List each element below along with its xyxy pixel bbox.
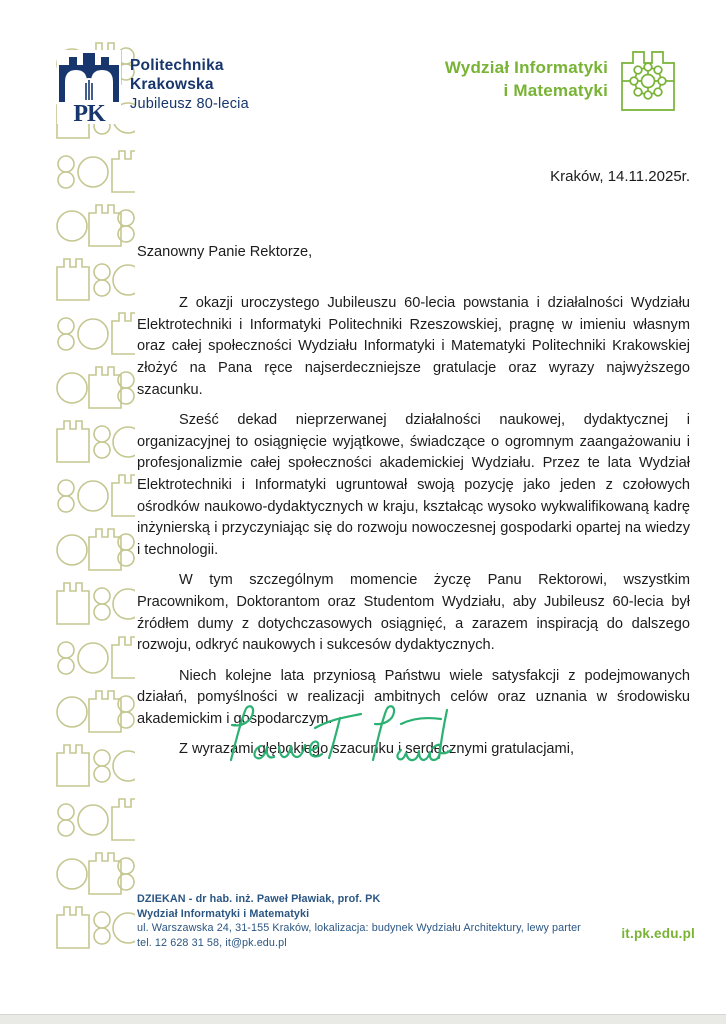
footer-contact-block [137, 892, 581, 950]
faculty-name-line1: Wydział Informatyki [444, 58, 608, 77]
footer-faculty-line: Wydział Informatyki i Matematyki [137, 907, 310, 920]
jubilee-label: Jubileusz 80-lecia [130, 96, 249, 112]
footer-phone-email-line: tel. 12 628 31 58, it@pk.edu.pl [137, 936, 287, 949]
scan-bottom-edge [0, 1014, 726, 1024]
faculty-name [445, 56, 608, 102]
pk-monogram: PK [73, 101, 105, 124]
letter-date: Kraków, 14.11.2025r. [550, 168, 690, 185]
paragraph-2: Sześć dekad nieprzerwanej działalności naukowej, dydaktycznej i organizacyjnej to osiągnięcie wyjątkowe, świadczące o ogromnym zaangażowaniu i profesjonalizmie całej społeczności akademickiej Wydziału. Przez te lata Wydział Elektrotechniki i Informatyki ugruntował swoją pozycję jako jeden z czołowych ośrodków naukowo-dydaktycznych w kraju, kształcąc wysoko wykwalifikowaną kadrę inżynierską i przyczyniając się do rozwoju nowoczesnej gospodarki opartej na wiedzy i technologii. [137, 412, 690, 558]
paragraph-4: Niech kolejne lata przyniosą Państwu wiele satysfakcji z podejmowanych działań, pomyślności w realizacji ambitnych celów oraz uznania w środowisku akademickim i gospodarczym. [137, 667, 690, 727]
footer-dean-line: DZIEKAN - dr hab. inż. Paweł Pławiak, prof. PK [137, 893, 381, 905]
faculty-name-line2: i Matematyki [503, 81, 608, 100]
university-name-block [130, 56, 249, 114]
letter-body [137, 160, 690, 770]
faculty-website: it.pk.edu.pl [621, 926, 695, 941]
faculty-header [445, 46, 678, 112]
paragraph-1: Z okazji uroczystego Jubileuszu 60-lecia powstania i działalności Wydziału Elektrotechniki i Informatyki Politechniki Rzeszowskiej, pragnę w imieniu własnym oraz całej społeczności Wydziału Informatyki i Matematyki Politechniki Krakowskiej złożyć na Pana ręce najserdeczniejsze gratulacje oraz wyrazy najwyższego szacunku. [137, 295, 690, 398]
salutation: Szanowny Panie Rektorze, [137, 243, 313, 260]
pk-logo [57, 50, 121, 124]
signature-name [0, 0, 1, 1]
paragraph-3: W tym szczególnym momencie życzę Panu Rektorowi, wszystkim Pracownikom, Doktorantom oraz Studentom Wydziału, aby Jubileusz 60-lecia był źródłem dumy z dotychczasowych osiągnięć, a zarazem inspiracją do dalszego rozwoju, odkryć naukowych i sukcesów dydaktycznych. [137, 572, 690, 654]
faculty-castle-network-icon [618, 46, 678, 112]
university-name-line2: Krakowska [130, 76, 214, 93]
university-name-line1: Politechnika [130, 57, 224, 74]
jubilee-80-pattern-icon [55, 36, 135, 954]
signature-handwriting [215, 698, 465, 772]
footer-address-line: ul. Warszawska 24, 31-155 Kraków, lokalizacja: budynek Wydziału Architektury, lewy parter [137, 922, 581, 935]
closing-line: Z wyrazami głębokiego szacunku i serdecznymi gratulacjami, [179, 741, 575, 758]
